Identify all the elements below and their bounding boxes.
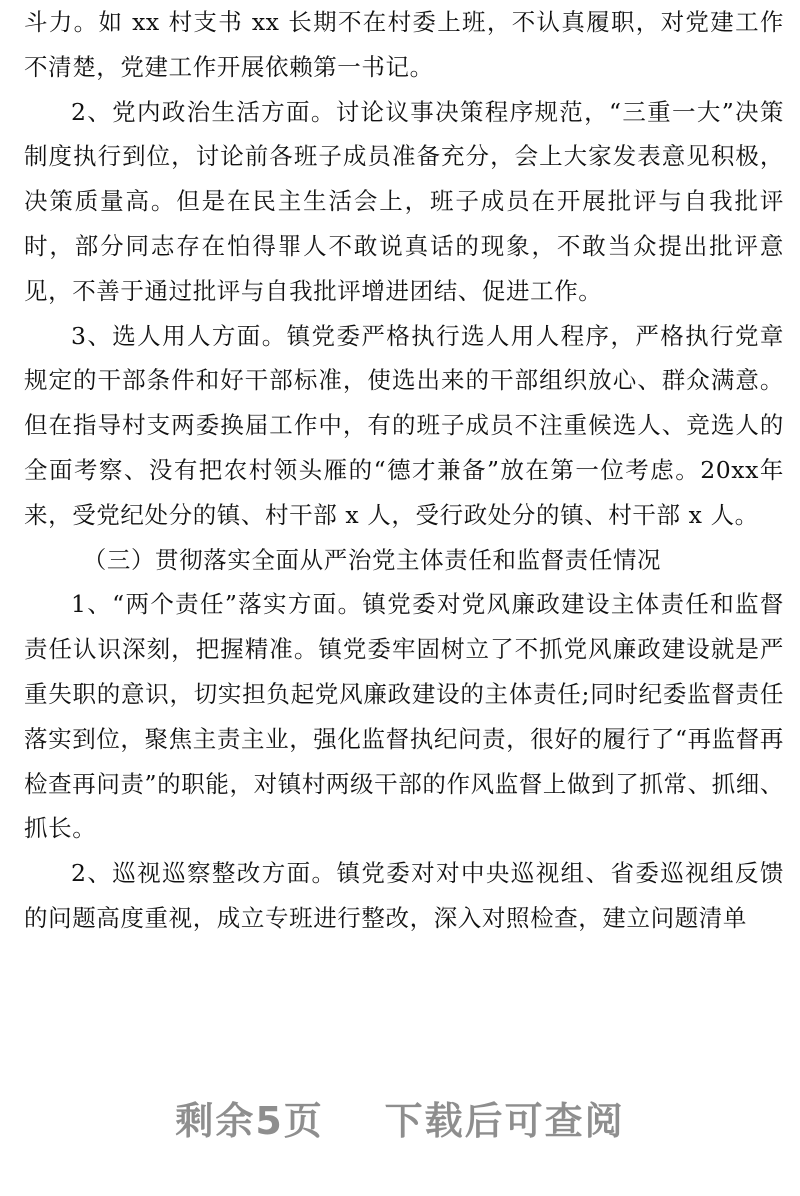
paragraph-personnel-selection: 3、选人用人方面。镇党委严格执行选人用人程序，严格执行党章规定的干部条件和好干部标准，使选出来的干部组织放心、群众满意。但在指导村支两委换届工作中，有的班子成员不注重候选人、竞选人的全面考察、没有把农村领头雁的“德才兼备”放在第一位考虑。20xx年来，受党纪处分的镇、村干部 x 人，受行政处分的镇、村干部 x 人。 <box>24 321 784 529</box>
section-heading: （三）贯彻落实全面从严治党主体责任和监督责任情况 <box>82 545 662 574</box>
paragraph-political-life: 2、党内政治生活方面。讨论议事决策程序规范，“三重一大”决策制度执行到位，讨论前各班子成员准备充分，会上大家发表意见积极，决策质量高。但是在民主生活会上，班子成员在开展批评与自我批评时，部分同志存在怕得罪人不敢说真话的现象，不敢当众提出批评意见，不善于通过批评与自我批评增进团结、促进工作。 <box>24 97 784 305</box>
document-body <box>24 0 784 941</box>
remaining-pages-banner[interactable]: 剩余5页 下载后可查阅 <box>175 1099 625 1143</box>
paragraph-continuation: 斗力。如 xx 村支书 xx 长期不在村委上班，不认真履职，对党建工作不清楚，党建工作开展依赖第一书记。 <box>24 8 784 81</box>
paragraph-two-responsibilities: 1、“两个责任”落实方面。镇党委对党风廉政建设主体责任和监督责任认识深刻，把握精准。镇党委牢固树立了不抓党风廉政建设就是严重失职的意识，切实担负起党风廉政建设的主体责任;同时纪委监督责任落实到位，聚焦主责主业，强化监督执纪问责，很好的履行了“再监督再检查再问责”的职能，对镇村两级干部的作风监督上做到了抓常、抓细、抓长。 <box>24 590 784 843</box>
paragraph-inspection-rectification: 2、巡视巡察整改方面。镇党委对对中央巡视组、省委巡视组反馈的问题高度重视，成立专班进行整改，深入对照检查，建立问题清单 <box>24 859 784 932</box>
